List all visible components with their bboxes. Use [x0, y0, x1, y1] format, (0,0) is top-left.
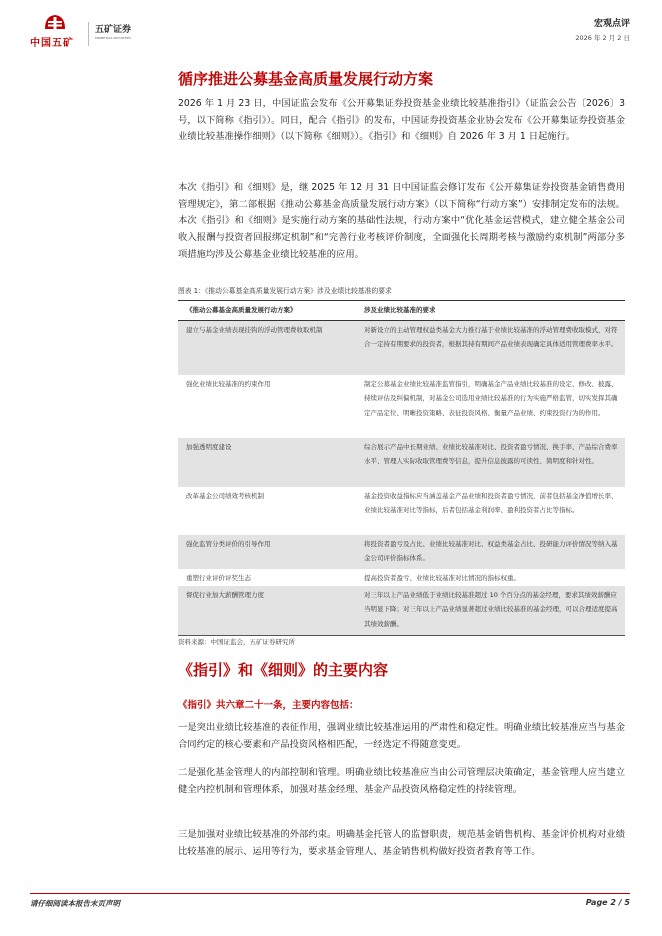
table-cell-requirement: 对三年以上产品业绩低于业绩比较基准超过 10 个百分点的基金经理，要求其绩效薪酬应当明显下降；对三年以上产品业绩显著超过业绩比较基准的基金经理，可以合理适度提高其绩效薪酬。: [364, 591, 618, 628]
table-source: 资料来源：中国证监会，五矿证券研究所: [178, 638, 295, 646]
paragraph-intro: 2026 年 1 月 23 日，中国证监会发布《公开募集证券投资基金业绩比较基准指引》（证监会公告〔2026〕3 号，以下简称《指引》）。同日，配合《指引》的发布，中国证券投资基金业协会发布《公开募集证券投资基金业绩比较基准操作细则》（以下简称《细则》）。《指引》和《细则》自 2026 年 3 月 1 日起施行。: [178, 98, 625, 143]
partner-logo-en: MINMETALS SECURITIES: [95, 36, 131, 40]
table-row: [178, 438, 625, 487]
paragraph-point-3: 三是加强对业绩比较基准的外部约束。明确基金托管人的监督职责，规范基金销售机构、基金评价机构对业绩比较基准的展示、运用等行为，要求基金管理人、基金销售机构做好投资者教育等工作。: [178, 829, 625, 857]
table-cell-measure: 强化监管分类评价的引导作用: [186, 540, 271, 548]
table-header-left: 《推动公募基金高质量发展行动方案》: [186, 306, 297, 314]
partner-logo: [88, 22, 155, 46]
section-title: 《指引》和《细则》的主要内容: [178, 661, 389, 679]
table-cell-requirement: 基金投资收益指标应当涵盖基金产品业绩和投资者盈亏情况，前者包括基金净值增长率、业绩比较基准对比等指标，后者包括基金利润率、盈利投资者占比等指标。: [364, 492, 618, 515]
partner-logo-cn: 五矿证券: [95, 25, 132, 35]
table-header-right: 涉及业绩比较基准的要求: [364, 306, 436, 314]
logo-text: 中国五矿: [30, 38, 74, 49]
report-date: 2026 年 2 月 2 日: [575, 34, 630, 42]
table-header-row: [178, 300, 625, 321]
figure-caption: 图表 1：《推动公募基金高质量发展行动方案》涉及业绩比较基准的要求: [178, 287, 392, 295]
table-cell-measure: 重塑行业评价评奖生态: [186, 574, 251, 582]
table-cell-measure: 加强透明度建设: [186, 443, 232, 451]
table-cell-requirement: 对新设立的主动管理权益类基金大力推行基于业绩比较基准的浮动管理费收取模式，对符合一定持有期要求的投资者，根据其持有期间产品业绩表现确定具体适用管理费率水平。: [364, 326, 618, 349]
footer-divider: [30, 893, 630, 894]
table-cell-measure: 改革基金公司绩效考核机制: [186, 492, 264, 500]
company-logo: [30, 12, 90, 52]
table-row: [178, 569, 625, 586]
requirements-table: [178, 300, 625, 636]
footer-disclaimer: 请仔细阅读本报告末页声明: [30, 899, 120, 908]
paragraph-background: 本次《指引》和《细则》是，继 2025 年 12 月 31 日中国证监会修订发布《公开募集证券投资基金销售费用管理规定》，第二部根据《推动公募基金高质量发展行动方案》（以下简称“行动方案”）安排制定发布的法规。本次《指引》和《细则》是实施行动方案的基础性法规，行动方案中“优化基金运营模式，建立健全基金公司收入报酬与投资者回报绑定机制”和“完善行业考核评价制度，全面强化长周期考核与激励约束机制”两部分多项措施均涉及公募基金业绩比较基准的应用。: [178, 182, 625, 260]
table-cell-requirement: 将投资者盈亏及占比、业绩比较基准对比、权益类基金占比、投研能力评价情况等纳入基金公司评价指标体系。: [364, 540, 618, 563]
subsection-title: 《指引》共六章二十一条，主要内容包括：: [178, 700, 359, 711]
table-cell-measure: 强化业绩比较基准的约束作用: [186, 380, 271, 388]
page-title: 循序推进公募基金高质量发展行动方案: [178, 70, 434, 88]
page-number: Page 2 / 5: [585, 898, 630, 907]
table-row: [178, 321, 625, 375]
table-cell-requirement: 制定公募基金业绩比较基准监管指引，明确基金产品业绩比较基准的设定、修改、披露、持续评估及纠偏机制，对基金公司选用业绩比较基准的行为实施严格监管，切实发挥其确定产品定位、明晰投资策略、表征投资风格、衡量产品业绩、约束投资行为的作用。: [364, 380, 618, 417]
report-header: [575, 16, 630, 42]
table-row: [178, 586, 625, 636]
minmetals-logo-icon: [42, 12, 68, 30]
table-row: [178, 487, 625, 535]
paragraph-point-1: 一是突出业绩比较基准的表征作用，强调业绩比较基准运用的严肃性和稳定性。明确业绩比较基准应当与基金合同约定的核心要素和产品投资风格相匹配，一经选定不得随意变更。: [178, 722, 625, 750]
report-type: 宏观点评: [593, 19, 630, 29]
table-row: [178, 535, 625, 569]
table-cell-requirement: 综合展示产品中长期业绩、业绩比较基准对比、投资者盈亏情况、换手率、产品综合费率水平、管理人实际收取管理费等信息，提升信息披露的可读性、简明度和针对性。: [364, 443, 618, 466]
table-cell-measure: 建立与基金业绩表现挂钩的浮动管理费收取机制: [186, 326, 323, 334]
table-cell-requirement: 提高投资者盈亏、业绩比较基准对比情况的指标权重。: [364, 574, 520, 582]
table-cell-measure: 督促行业加大薪酬管理力度: [186, 591, 264, 599]
paragraph-point-2: 二是强化基金管理人的内部控制和管理。明确业绩比较基准应当由公司管理层决策确定，基金管理人应当建立健全内控机制和管理体系，加强对基金经理、基金产品投资风格稳定性的持续管理。: [178, 767, 625, 795]
table-row: [178, 375, 625, 438]
